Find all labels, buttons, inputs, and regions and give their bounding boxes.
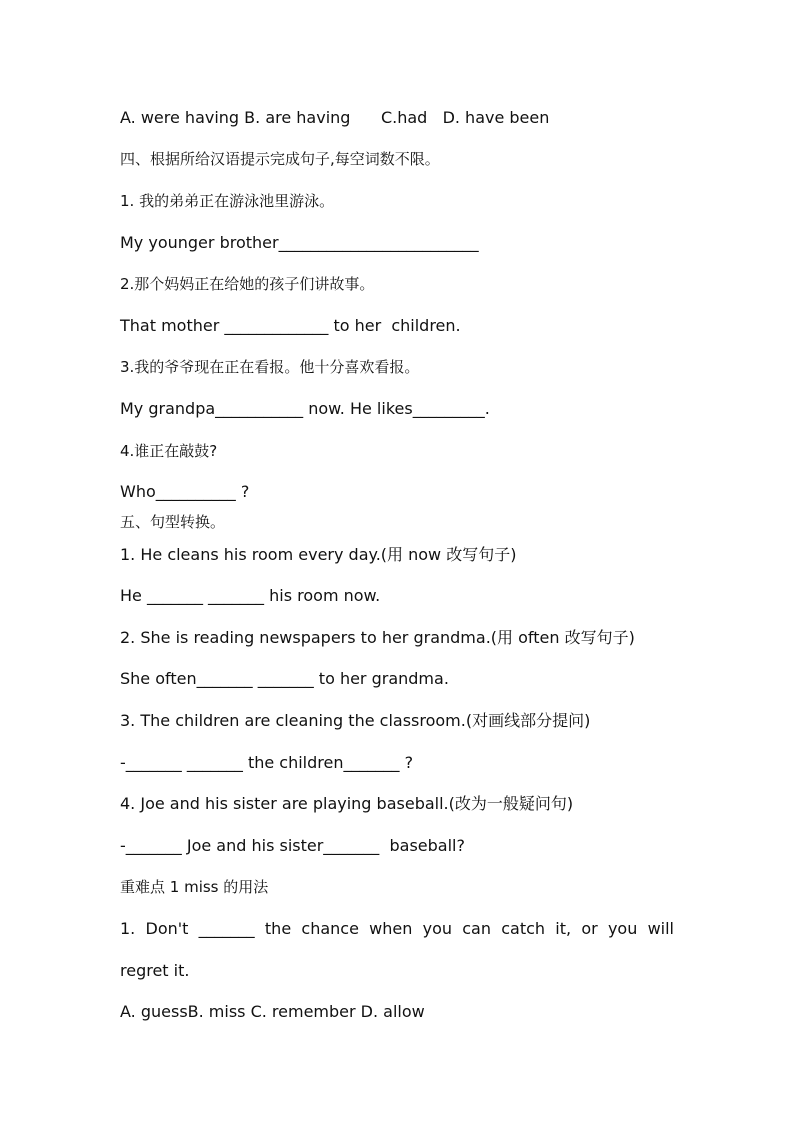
- transform-2-answer-line: She often_______ _______ to her grandma.: [120, 669, 449, 688]
- transform-3-prompt: 3. The children are cleaning the classroom.(对画线部分提问): [120, 711, 591, 730]
- mcq-1-question-line-1: 1. Don't _______ the chance when you can catch it, or you will: [120, 919, 674, 938]
- key-point-heading: 重难点 1 miss 的用法: [120, 878, 269, 896]
- question-4-prompt: 4.谁正在敲鼓?: [120, 442, 218, 460]
- question-4-answer-line: Who__________ ?: [120, 482, 250, 501]
- mcq-1-question-line-2: regret it.: [120, 961, 190, 980]
- section-five-heading: 五、句型转换。: [120, 513, 226, 531]
- transform-1-prompt: 1. He cleans his room every day.(用 now 改写句子): [120, 545, 517, 564]
- question-3-prompt: 3.我的爷爷现在正在看报。他十分喜欢看报。: [120, 358, 420, 376]
- section-four-heading: 四、根据所给汉语提示完成句子,每空词数不限。: [120, 150, 440, 168]
- answer-options-line: A. were having B. are having C.had D. have been: [120, 108, 550, 127]
- question-2-prompt: 2.那个妈妈正在给她的孩子们讲故事。: [120, 275, 375, 293]
- transform-4-answer-line: -_______ Joe and his sister_______ baseball?: [120, 836, 465, 855]
- transform-4-prompt: 4. Joe and his sister are playing baseball.(改为一般疑问句): [120, 794, 574, 813]
- transform-1-answer-line: He _______ _______ his room now.: [120, 586, 381, 605]
- question-1-answer-line: My younger brother_________________________: [120, 233, 479, 252]
- mcq-1-options-line: A. guessB. miss C. remember D. allow: [120, 1002, 425, 1021]
- transform-2-prompt: 2. She is reading newspapers to her grandma.(用 often 改写句子): [120, 628, 635, 647]
- question-1-prompt: 1. 我的弟弟正在游泳池里游泳。: [120, 192, 335, 210]
- transform-3-answer-line: -_______ _______ the children_______ ?: [120, 753, 414, 772]
- question-3-answer-line: My grandpa___________ now. He likes_________.: [120, 399, 490, 418]
- question-2-answer-line: That mother _____________ to her children.: [120, 316, 461, 335]
